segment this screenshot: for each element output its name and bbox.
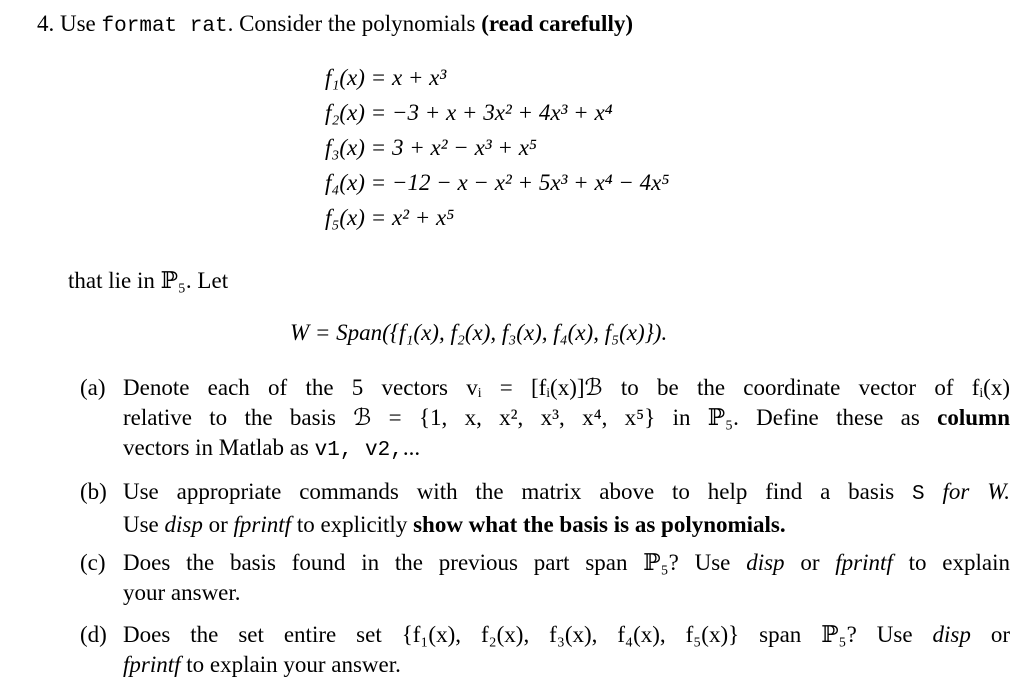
part-c-line-2: your answer.	[123, 580, 241, 605]
part-b-line-1-text: Use appropriate commands with the matrix above to help find a basis	[123, 479, 895, 504]
read-carefully: (read carefully)	[481, 11, 633, 36]
part-d-line-2	[123, 650, 1010, 680]
part-d-line-1-text: Does the set entire set {f₁(x), f₂(x), f₃(x), f₄(x), f₅(x)} span ℙ₅? Use	[123, 622, 913, 647]
to-explain-text: to explain your answer.	[186, 652, 401, 677]
part-a-line-1: Denote each of the 5 vectors vᵢ = [fᵢ(x)]ℬ to be the coordinate vector of fᵢ(x)	[123, 375, 1010, 400]
part-a-line-2-text: relative to the basis ℬ = {1, x, x², x³, x⁴, x⁵} in ℙ₅. Define these as	[123, 405, 920, 430]
poly-rhs: −3 + x + 3x² + 4x³ + x⁴	[391, 100, 613, 125]
use-text: Use	[123, 512, 159, 537]
part-c-label: (c)	[80, 550, 106, 575]
poly-lhs: f₁(x) =	[325, 65, 387, 90]
span-equation	[290, 318, 667, 348]
poly-f4	[325, 168, 669, 198]
poly-f5	[325, 203, 454, 233]
part-a	[80, 373, 1010, 468]
part-a-line-3	[123, 433, 1010, 466]
lie-in-text: that lie in ℙ₅. Let	[68, 268, 229, 293]
poly-f3	[325, 133, 537, 163]
to-explain-text: to explain	[908, 550, 1010, 575]
span-equation-text: W = Span({f₁(x), f₂(x), f₃(x), f₄(x), f₅(x)}).	[290, 320, 668, 345]
poly-rhs: 3 + x² − x³ + x⁵	[391, 135, 537, 160]
poly-f2	[325, 98, 613, 128]
part-a-text	[123, 373, 1010, 466]
part-d-line-1	[123, 620, 1010, 650]
for-w: for W.	[942, 479, 1011, 504]
part-a-line-2	[123, 403, 1010, 433]
intro-text: Use	[60, 11, 96, 36]
part-b-line-2	[123, 510, 1010, 540]
part-c-line-1	[123, 548, 1010, 578]
intro-text-2: . Consider the polynomials	[227, 11, 476, 36]
part-d-label: (d)	[80, 622, 107, 647]
poly-lhs: f₃(x) =	[325, 135, 387, 160]
disp-italic: disp	[932, 622, 971, 647]
fprintf-italic: fprintf	[123, 652, 181, 677]
part-c	[80, 548, 1010, 610]
part-d	[80, 620, 1010, 682]
poly-rhs: −12 − x − x² + 5x³ + x⁴ − 4x⁵	[391, 170, 670, 195]
or-text: or	[800, 550, 820, 575]
problem-number: 4.	[37, 11, 55, 36]
part-d-text	[123, 620, 1010, 680]
fprintf-italic: fprintf	[835, 550, 893, 575]
poly-lhs: f₂(x) =	[325, 100, 387, 125]
format-rat-code: format rat	[101, 15, 228, 38]
part-a-line-3-text: vectors in Matlab as	[123, 435, 309, 460]
column-bold: column	[937, 405, 1010, 430]
part-a-label: (a)	[80, 375, 106, 400]
show-basis-bold: show what the basis is as polynomials.	[413, 512, 786, 537]
s-code: S	[912, 483, 925, 506]
poly-rhs: x² + x⁵	[391, 205, 455, 230]
disp-italic: disp	[746, 550, 785, 575]
part-b-line-1	[123, 477, 1010, 510]
part-c-line-1-text: Does the basis found in the previous part span ℙ₅? Use	[123, 550, 731, 575]
part-b-label: (b)	[80, 479, 107, 504]
or-text: or	[990, 622, 1011, 647]
or-text: or	[208, 512, 228, 537]
part-b-text	[123, 477, 1010, 540]
problem-header	[37, 9, 633, 42]
poly-f1	[325, 63, 446, 93]
poly-rhs: x + x³	[391, 65, 447, 90]
disp-italic: disp	[164, 512, 203, 537]
v-vectors-code: v1, v2,	[314, 439, 403, 462]
fprintf-italic: fprintf	[233, 512, 292, 537]
explicitly-text: to explicitly	[296, 512, 408, 537]
poly-lhs: f₅(x) =	[325, 205, 387, 230]
ellipsis: ...	[402, 435, 421, 460]
poly-lhs: f₄(x) =	[325, 170, 387, 195]
part-c-text	[123, 548, 1010, 608]
part-b	[80, 477, 1010, 539]
